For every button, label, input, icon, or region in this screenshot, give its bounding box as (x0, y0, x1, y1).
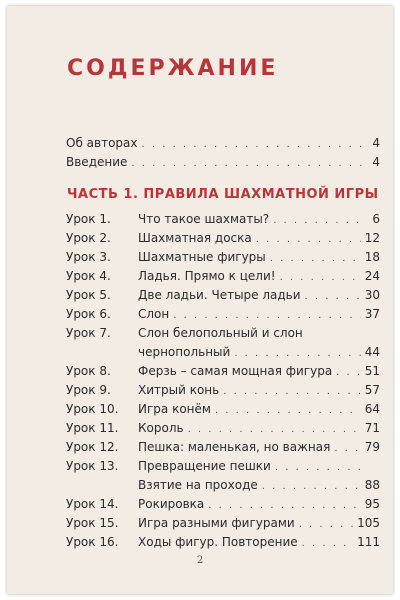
lesson-row (66, 510, 380, 530)
lesson-name: Хитрый конь (138, 383, 220, 397)
lesson-number: Урок 9. (66, 383, 111, 397)
lesson-page: 30 (364, 288, 380, 302)
lesson-row (66, 491, 380, 511)
toc-entry-name: Введение (66, 155, 128, 169)
toc-entry-page: 4 (372, 155, 380, 169)
lesson-number: Урок 1. (66, 212, 111, 226)
lesson-number: Урок 6. (66, 307, 111, 321)
lesson-name: Шахматные фигуры (138, 250, 266, 264)
lesson-page: 24 (364, 269, 380, 283)
lesson-number: Урок 8. (66, 364, 111, 378)
lesson-page: 6 (372, 212, 380, 226)
lesson-name: Ходы фигур. Повторение (138, 535, 298, 549)
lesson-page: 71 (364, 421, 380, 435)
lesson-row (66, 358, 380, 378)
lesson-row (66, 415, 380, 435)
lesson-page: 51 (364, 364, 380, 378)
lesson-page: 64 (364, 402, 380, 416)
lesson-number: Урок 5. (66, 288, 111, 302)
lesson-row-continued (66, 339, 380, 359)
lesson-name: Король (138, 421, 184, 435)
lesson-row (66, 320, 380, 340)
lesson-row (66, 377, 380, 397)
lesson-number: Урок 16. (66, 535, 119, 549)
lesson-name: Слон (138, 307, 170, 321)
page-title: СОДЕРЖАНИЕ (67, 56, 279, 81)
lesson-page: 79 (364, 440, 380, 454)
lesson-number: Урок 2. (66, 231, 111, 245)
lesson-page: 18 (364, 250, 380, 264)
toc-entry-page: 4 (372, 136, 380, 150)
toc-entry (66, 149, 380, 169)
lesson-number: Урок 3. (66, 250, 111, 264)
toc-entry-name: Об авторах (66, 136, 138, 150)
book-page (7, 6, 393, 594)
lesson-number: Урок 4. (66, 269, 111, 283)
lesson-row (66, 244, 380, 264)
lesson-page: 105 (357, 516, 380, 530)
lesson-name: чернопольный (138, 345, 231, 359)
lesson-name: Пешка: маленькая, но важная (138, 440, 331, 454)
part-heading: ЧАСТЬ 1. ПРАВИЛА ШАХМАТНОЙ ИГРЫ (67, 187, 379, 202)
lesson-name: Слон белопольный и слон (138, 326, 303, 340)
lesson-name: Ладья. Прямо к цели! (138, 269, 276, 283)
leader-dots (131, 158, 362, 169)
lesson-number: Урок 10. (66, 402, 119, 416)
lesson-page: 57 (364, 383, 380, 397)
lesson-number: Урок 11. (66, 421, 119, 435)
lesson-name: Взятие на проходе (138, 478, 258, 492)
lesson-name: Ферзь – самая мощная фигура (138, 364, 333, 378)
lesson-page: 95 (364, 497, 380, 511)
lesson-row (66, 301, 380, 321)
lesson-row (66, 529, 380, 549)
lesson-number: Урок 12. (66, 440, 119, 454)
lesson-row (66, 263, 380, 283)
lesson-name: Рокировка (138, 497, 205, 511)
lesson-row (66, 206, 380, 226)
lesson-name: Игра разными фигурами (138, 516, 295, 530)
lesson-page: 44 (364, 345, 380, 359)
lesson-number: Урок 15. (66, 516, 119, 530)
lesson-name: Превращение пешки (138, 459, 271, 473)
leader-dots (302, 538, 353, 549)
lesson-row (66, 396, 380, 416)
lesson-number: Урок 13. (66, 459, 119, 473)
lesson-row (66, 453, 380, 473)
lesson-row (66, 282, 380, 302)
lesson-page: 88 (364, 478, 380, 492)
lesson-page: 12 (364, 231, 380, 245)
toc-entry (66, 130, 380, 150)
lesson-name: Шахматная доска (138, 231, 252, 245)
lesson-number: Урок 7. (66, 326, 111, 340)
page-number: 2 (196, 555, 204, 566)
lesson-name: Игра конём (138, 402, 211, 416)
lesson-page: 37 (364, 307, 380, 321)
lesson-row-continued (66, 472, 380, 492)
lesson-row (66, 434, 380, 454)
lesson-number: Урок 14. (66, 497, 119, 511)
lesson-page: 111 (357, 535, 380, 549)
lesson-name: Две ладьи. Четыре ладьи (138, 288, 301, 302)
lesson-row (66, 225, 380, 245)
lesson-name: Что такое шахматы? (138, 212, 270, 226)
